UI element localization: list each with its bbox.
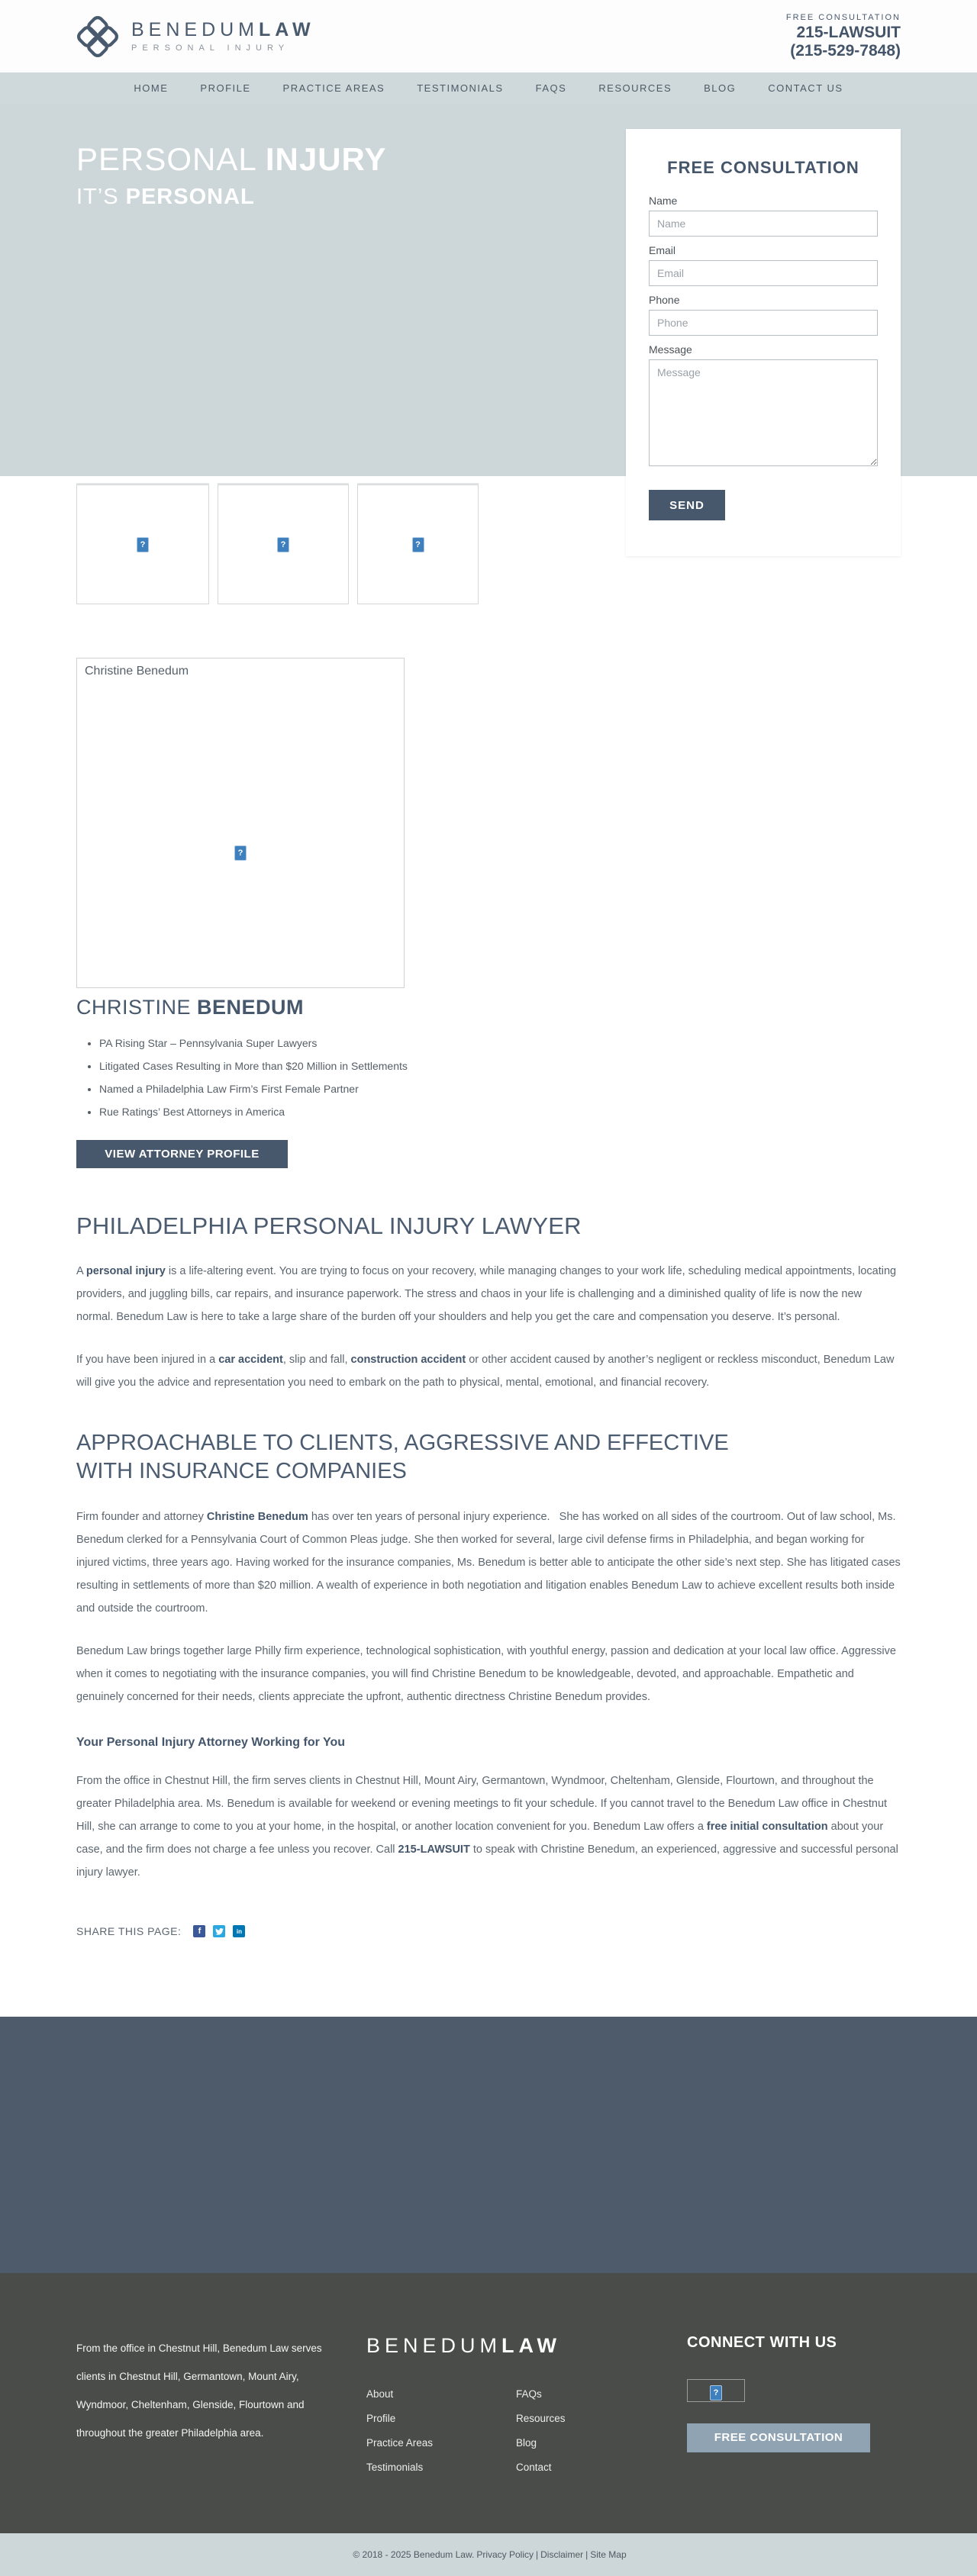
nav-item-blog[interactable]: BLOG	[704, 82, 737, 94]
copyright-bar	[0, 2533, 977, 2576]
privacy-policy-link[interactable]: Privacy Policy	[476, 2549, 534, 2560]
page-title: PHILADELPHIA PERSONAL INJURY LAWYER	[76, 1212, 582, 1239]
footer-links-column	[366, 2334, 687, 2486]
footer-link-testimonials[interactable]: Testimonials	[366, 2462, 424, 2473]
logo[interactable]	[76, 15, 315, 58]
nav-item-profile[interactable]: PROFILE	[200, 82, 251, 94]
working-for-you-heading: Your Personal Injury Attorney Working for You	[76, 1736, 346, 1749]
logo-name: BENEDUMLAW	[131, 18, 315, 40]
approachable-heading: APPROACHABLE TO CLIENTS, AGGRESSIVE AND EFFECTIVE WITH INSURANCE COMPANIES	[76, 1431, 729, 1483]
disclaimer-link[interactable]: Disclaimer	[540, 2549, 584, 2560]
logo-mark-icon	[76, 15, 119, 58]
footer-free-consultation-button[interactable]: FREE CONSULTATION	[687, 2423, 870, 2452]
email-label: Email	[649, 244, 676, 256]
consultation-form-title: FREE CONSULTATION	[667, 158, 859, 177]
main-content	[0, 476, 977, 2017]
logo-tagline: PERSONAL INJURY	[131, 43, 290, 53]
message-field[interactable]	[649, 359, 878, 466]
footer-link-resources[interactable]: Resources	[516, 2413, 566, 2424]
header-phone-block	[786, 13, 901, 59]
footer-connect-column	[687, 2334, 901, 2486]
footer-link-practice-areas[interactable]: Practice Areas	[366, 2437, 434, 2449]
award-badge-placeholder	[76, 485, 209, 604]
hero-section	[0, 104, 977, 512]
email-field[interactable]	[649, 260, 878, 286]
broken-image-icon: ?	[277, 537, 289, 552]
view-attorney-profile-button[interactable]: VIEW ATTORNEY PROFILE	[76, 1140, 288, 1168]
footer-link-about[interactable]: About	[366, 2388, 394, 2400]
phone-number-alt: (215-529-7848)	[790, 41, 901, 60]
footer-links-list-2	[516, 2388, 666, 2486]
site-header	[0, 0, 977, 72]
name-field[interactable]	[649, 211, 878, 237]
site-footer	[0, 2273, 977, 2533]
send-button[interactable]: SEND	[649, 490, 725, 520]
highlight-item: • Litigated Cases Resulting in More than $20 Million in Settlements	[99, 1055, 901, 1077]
nav-item-practice-areas[interactable]: PRACTICE AREAS	[282, 82, 385, 94]
attorney-photo-alt-text: Christine Benedum	[85, 665, 189, 678]
attorney-photo-placeholder	[76, 658, 405, 988]
map-section-placeholder	[0, 2017, 977, 2273]
nav-item-contact-us[interactable]: CONTACT US	[768, 82, 843, 94]
phone-number-link[interactable]: 215-LAWSUIT	[796, 24, 901, 42]
attorney-highlights-list	[99, 1032, 901, 1123]
hero-headline	[76, 140, 386, 210]
twitter-bird-icon	[215, 1928, 224, 1935]
intro-paragraph: A personal injury is a life-altering event. You are trying to focus on your recovery, while managing changes to your work life, scheduling medical appointments, locating providers, and juggling bills, car repairs, and insurance paperwork. The stress and chaos in your life is challenging and a diminished quality of life is now the new normal. Benedum Law is here to take a large share of the burden off your shoulders and help you get the care and compensation you deserve. It’s personal.	[76, 1265, 897, 1323]
consultation-form-card	[626, 129, 901, 556]
highlight-item: • Named a Philadelphia Law Firm’s First Female Partner	[99, 1077, 901, 1100]
nav-item-resources[interactable]: RESOURCES	[598, 82, 672, 94]
footer-about-column	[76, 2334, 366, 2486]
highlight-item: • PA Rising Star – Pennsylvania Super Lawyers	[99, 1032, 901, 1055]
footer-logo: BENEDUMLAW	[366, 2334, 562, 2357]
footer-link-faqs[interactable]: FAQs	[516, 2388, 542, 2400]
footer-link-blog[interactable]: Blog	[516, 2437, 537, 2449]
phone-label: Phone	[649, 294, 680, 306]
hero-title: PERSONAL INJURY	[76, 141, 387, 177]
share-label: SHARE THIS PAGE:	[76, 1925, 182, 1937]
share-row	[76, 1925, 901, 1937]
experience-paragraph: Firm founder and attorney Christine Benedum has over ten years of personal injury experience. She has worked on all sides of the courtroom. Out of law school, Ms. Benedum clerked for a Pennsylvania Court of Common Pleas judge. She then worked for several, large civil defense firms in Philadelphia, and began working for injured victims, three years ago. Having worked for the insurance companies, Ms. Benedum is better able to anticipate the other side’s next step. She has litigated cases resulting in settlements of more than $20 million. A wealth of experience in both negotiation and litigation enables Benedum Law to achieve excellent results both inside and outside the courtroom.	[76, 1511, 901, 1615]
footer-about-text: From the office in Chestnut Hill, Benedum Law serves clients in Chestnut Hill, Germantown, Mount Airy, Wyndmoor, Cheltenham, Glenside, Flourtown and throughout the greater Philadelphia area.	[76, 2343, 322, 2439]
award-badge-placeholder	[357, 485, 479, 604]
facebook-share-icon[interactable]: f	[193, 1925, 205, 1937]
separator: |	[585, 2549, 588, 2560]
service-area-paragraph: From the office in Chestnut Hill, the firm serves clients in Chestnut Hill, Mount Airy, Germantown, Wyndmoor, Cheltenham, Glenside, Flourtown, and throughout the greater Philadelphia area. Ms. Benedum is available for weekend or evening meetings to fit your schedule. If you cannot travel to the Benedum Law office in Chestnut Hill, she can arrange to come to you at your home, in the hospital, or another location convenient for you. Benedum Law offers a free initial consultation about your case, and the firm does not charge a fee unless you recover. Call 215-LAWSUIT to speak with Christine Benedum, an experienced, aggressive and successful personal injury lawyer.	[76, 1775, 898, 1879]
phone-field[interactable]	[649, 310, 878, 336]
broken-image-icon: ?	[710, 2385, 722, 2401]
highlight-item: • Rue Ratings’ Best Attorneys in America	[99, 1100, 901, 1123]
award-badge-placeholder	[218, 485, 349, 604]
hero-subtitle: IT’S PERSONAL	[76, 185, 255, 210]
social-widget-placeholder	[687, 2379, 745, 2402]
accidents-paragraph: If you have been injured in a car accident, slip and fall, construction accident or other accident caused by another’s negligent or reckless misconduct, Benedum Law will give you the advice and representation you need to embark on the path to physical, mental, emotional, and financial recovery.	[76, 1354, 895, 1389]
nav-item-faqs[interactable]: FAQS	[535, 82, 567, 94]
linkedin-share-icon[interactable]: in	[233, 1925, 245, 1937]
twitter-share-icon[interactable]	[213, 1925, 225, 1937]
nav-item-home[interactable]: HOME	[134, 82, 169, 94]
broken-image-icon: ?	[137, 537, 149, 552]
free-consultation-label: FREE CONSULTATION	[785, 13, 901, 23]
name-label: Name	[649, 195, 678, 207]
broken-image-icon: ?	[234, 845, 247, 861]
footer-link-contact[interactable]: Contact	[516, 2462, 552, 2473]
nav-item-testimonials[interactable]: TESTIMONIALS	[417, 82, 504, 94]
broken-image-icon: ?	[412, 537, 424, 552]
site-map-link[interactable]: Site Map	[590, 2549, 627, 2560]
connect-with-us-heading: CONNECT WITH US	[687, 2334, 837, 2351]
footer-link-profile[interactable]: Profile	[366, 2413, 396, 2424]
main-nav	[0, 72, 977, 104]
article	[76, 1212, 901, 1884]
copyright-text: © 2018 - 2025 Benedum Law.	[353, 2549, 475, 2560]
attorney-name-heading: CHRISTINE BENEDUM	[76, 996, 305, 1019]
separator: |	[536, 2549, 539, 2560]
footer-links-list-1	[366, 2388, 516, 2486]
firm-paragraph: Benedum Law brings together large Philly firm experience, technological sophistication, with youthful energy, passion and dedication at your local law office. Aggressive when it comes to negotiating with the insurance companies, you will find Christine Benedum to be knowledgeable, devoted, and approachable. Empathetic and genuinely concerned for their needs, clients appreciate the upfront, authentic directness Christine Benedum provides.	[76, 1645, 896, 1703]
message-label: Message	[649, 343, 692, 356]
